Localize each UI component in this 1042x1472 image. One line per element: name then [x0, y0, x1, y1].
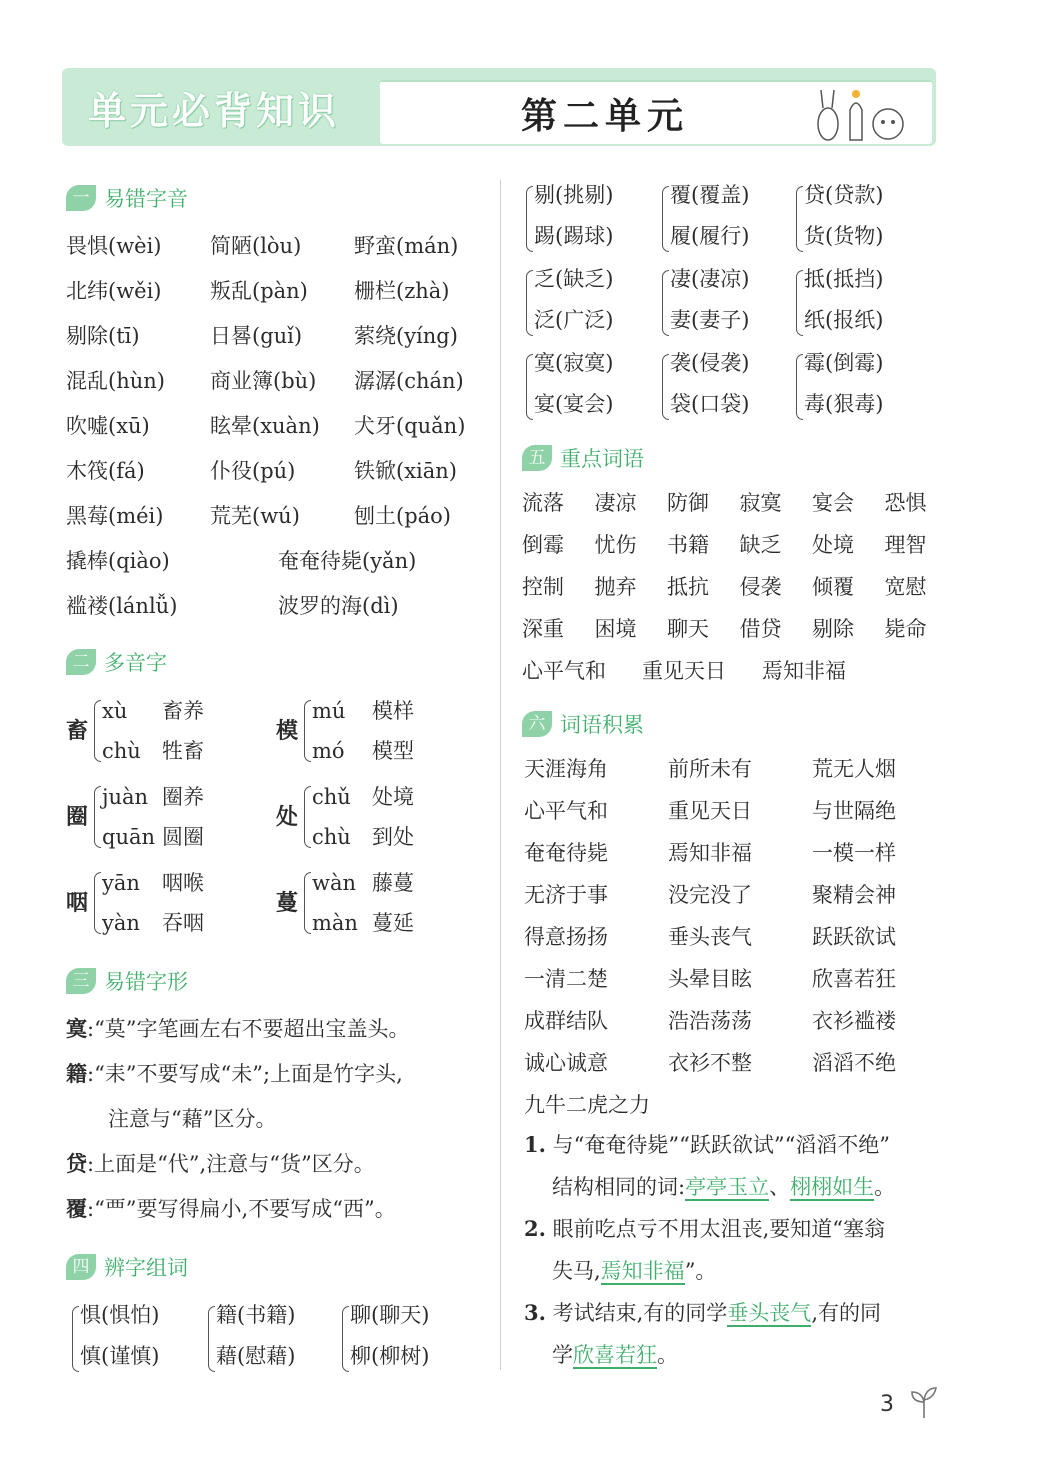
- polyphone-char: 咽: [66, 890, 89, 916]
- idiom: 重见天日: [668, 799, 752, 823]
- reading: yān: [102, 871, 140, 895]
- distinguish-word: 贷(贷款): [804, 183, 884, 207]
- sprout-icon: [906, 1384, 942, 1420]
- example-word: 咽喉: [162, 871, 204, 895]
- polyphone-char: 畜: [66, 718, 89, 744]
- idiom: 聚精会神: [812, 883, 896, 907]
- distinguish-word: 袋(口袋): [670, 392, 750, 416]
- distinguish-word: 宴(宴会): [534, 392, 614, 416]
- key-word: 处境: [812, 533, 854, 557]
- idiom: 奄奄待毙: [524, 841, 608, 865]
- pronunciation-item: 奄奄待毙(yǎn): [278, 549, 417, 573]
- distinguish-word: 柳(柳树): [350, 1344, 430, 1368]
- exercise-2-answer-line: 失马,焉知非福”。: [552, 1259, 717, 1283]
- key-word: 聊天: [667, 617, 709, 641]
- note-char: 贷: [66, 1151, 87, 1176]
- key-word: 恐惧: [884, 491, 927, 515]
- brace-icon: [342, 1306, 349, 1372]
- idiom: 头晕目眩: [668, 967, 752, 991]
- key-word: 心平气和: [522, 659, 606, 683]
- section-number: 四: [66, 1254, 96, 1280]
- idiom: 无济于事: [524, 883, 608, 907]
- reading: mú: [312, 699, 346, 723]
- pronunciation-item: 野蛮(mán): [354, 234, 459, 258]
- answer-text: 欣喜若狂: [573, 1343, 657, 1367]
- key-word: 防御: [667, 491, 709, 515]
- shape-note: [66, 1059, 403, 1089]
- section-title: 词语积累: [560, 713, 644, 737]
- distinguish-word: 覆(覆盖): [670, 183, 750, 207]
- brace-icon: [662, 186, 669, 252]
- key-word: 侵袭: [739, 575, 782, 599]
- pronunciation-item: 吹嘘(xū): [66, 414, 150, 438]
- brace-icon: [208, 1306, 215, 1372]
- key-word: 控制: [522, 575, 564, 599]
- key-word: 宴会: [812, 491, 854, 515]
- polyphone-char: 蔓: [276, 890, 299, 916]
- reading: juàn: [102, 785, 149, 809]
- answer-text: 焉知非福: [600, 1259, 685, 1283]
- key-word: 深重: [522, 617, 564, 641]
- brace-icon: [304, 872, 311, 934]
- exercise-3-answer-line: 学欣喜若狂。: [552, 1343, 678, 1367]
- example-word: 蔓延: [372, 911, 414, 935]
- distinguish-word: 妻(妻子): [670, 308, 750, 332]
- exercise-1: 1. 与“奄奄待毙”“跃跃欲试”“滔滔不绝”: [524, 1132, 891, 1157]
- exercise-1-answer-line: 结构相同的词:亭亭玉立、栩栩如生。: [552, 1175, 896, 1199]
- pronunciation-item: 铁锨(xiān): [354, 459, 457, 483]
- key-word: 书籍: [667, 533, 709, 557]
- brace-icon: [94, 872, 101, 934]
- distinguish-word: 抵(抵挡): [804, 267, 884, 291]
- note-text: :“耒”不要写成“未”;上面是竹字头,: [87, 1062, 403, 1086]
- idiom: 没完没了: [668, 883, 752, 907]
- distinguish-word: 籍(书籍): [216, 1303, 296, 1327]
- pronunciation-item: 畏惧(wèi): [66, 234, 162, 258]
- idiom: 与世隔绝: [812, 799, 896, 823]
- pronunciation-item: 萦绕(yíng): [354, 324, 458, 348]
- pronunciation-item: 叛乱(pàn): [210, 279, 308, 303]
- shape-note: [66, 1149, 375, 1179]
- pronunciation-item: 栅栏(zhà): [354, 279, 450, 303]
- pronunciation-item: 眩晕(xuàn): [210, 414, 320, 438]
- section-heading-2: [66, 647, 167, 677]
- brace-icon: [796, 270, 803, 336]
- brace-icon: [796, 354, 803, 420]
- example-word: 藤蔓: [372, 871, 414, 895]
- section-heading-3: [66, 966, 188, 996]
- answer-text: 亭亭玉立: [685, 1175, 770, 1199]
- idiom: 一模一样: [812, 841, 896, 865]
- mascot-illustration: [812, 84, 922, 144]
- shape-note: [108, 1104, 276, 1134]
- distinguish-word: 踢(踢球): [534, 224, 614, 248]
- idiom: 荒无人烟: [812, 757, 896, 781]
- distinguish-word: 藉(慰藉): [216, 1344, 296, 1368]
- section-title: 易错字形: [104, 970, 188, 994]
- idiom: 得意扬扬: [524, 925, 608, 949]
- brace-icon: [304, 786, 311, 848]
- example-word: 模型: [372, 739, 414, 763]
- idiom: 天涯海角: [524, 757, 608, 781]
- idiom: 前所未有: [668, 757, 752, 781]
- answer-text: 垂头丧气: [727, 1301, 812, 1325]
- polyphone-char: 圈: [66, 804, 89, 830]
- distinguish-word: 惧(惧怕): [80, 1303, 160, 1327]
- idiom: 成群结队: [524, 1009, 608, 1033]
- key-word: 剔除: [812, 617, 854, 641]
- section-heading-4: [66, 1252, 188, 1282]
- brace-icon: [94, 700, 101, 762]
- column-divider: [500, 180, 501, 1370]
- distinguish-word: 剔(挑剔): [534, 183, 614, 207]
- brace-icon: [72, 1306, 79, 1372]
- idiom: 垂头丧气: [668, 925, 752, 949]
- example-word: 处境: [372, 785, 414, 809]
- key-word: 缺乏: [739, 533, 782, 557]
- pronunciation-item: 混乱(hùn): [66, 369, 165, 393]
- idiom: 九牛二虎之力: [524, 1093, 650, 1117]
- page-number: 3: [880, 1392, 894, 1417]
- key-word: 焉知非福: [762, 659, 846, 683]
- brace-icon: [662, 354, 669, 420]
- distinguish-word: 纸(报纸): [804, 308, 884, 332]
- section-number: 五: [522, 445, 552, 471]
- polyphone-char: 处: [276, 804, 299, 830]
- answer-text: 栩栩如生: [790, 1175, 875, 1199]
- pronunciation-item: 木筏(fá): [66, 459, 145, 483]
- reading: chù: [102, 739, 141, 763]
- reading: xù: [102, 699, 128, 723]
- idiom: 滔滔不绝: [812, 1051, 896, 1075]
- example-word: 圈养: [162, 785, 204, 809]
- reading: wàn: [312, 871, 357, 895]
- idiom: 一清二楚: [524, 967, 608, 991]
- shape-note: [66, 1194, 396, 1224]
- idiom: 跃跃欲试: [812, 925, 896, 949]
- note-char: 寞: [66, 1016, 87, 1041]
- key-word: 倾覆: [812, 575, 854, 599]
- distinguish-word: 寞(寂寞): [534, 351, 614, 375]
- key-word: 倒霉: [522, 533, 564, 557]
- example-word: 吞咽: [162, 911, 204, 935]
- pronunciation-item: 北纬(wěi): [66, 279, 162, 303]
- distinguish-word: 货(货物): [804, 224, 884, 248]
- idiom: 衣衫褴褛: [812, 1009, 896, 1033]
- pronunciation-item: 剔除(tī): [66, 324, 140, 348]
- example-word: 模样: [372, 699, 414, 723]
- pronunciation-item: 潺潺(chán): [354, 369, 464, 393]
- distinguish-word: 泛(广泛): [534, 308, 614, 332]
- distinguish-word: 霉(倒霉): [804, 351, 884, 375]
- key-word: 毙命: [884, 617, 927, 641]
- pronunciation-item: 日晷(guǐ): [210, 324, 303, 348]
- banner-title: 单元必背知识: [88, 89, 341, 133]
- section-heading-1: [66, 183, 188, 213]
- section-title: 辨字组词: [104, 1256, 188, 1280]
- shape-note: [66, 1014, 410, 1044]
- distinguish-word: 毒(狠毒): [804, 392, 884, 416]
- unit-title: 第二单元: [520, 96, 689, 137]
- brace-icon: [526, 186, 533, 252]
- idiom: 浩浩荡荡: [668, 1009, 752, 1033]
- brace-icon: [304, 700, 311, 762]
- brace-icon: [662, 270, 669, 336]
- key-word: 凄凉: [594, 491, 637, 515]
- section-heading-6: [522, 709, 644, 739]
- pronunciation-item: 褴褛(lánlǚ): [66, 594, 178, 618]
- brace-icon: [796, 186, 803, 252]
- pronunciation-item: 刨土(páo): [354, 504, 451, 528]
- pronunciation-item: 撬棒(qiào): [66, 549, 170, 573]
- section-title: 多音字: [104, 651, 167, 675]
- pronunciation-item: 仆役(pú): [210, 459, 296, 483]
- idiom: 衣衫不整: [668, 1051, 752, 1075]
- note-text: :“覀”要写得扁小,不要写成“西”。: [87, 1197, 396, 1221]
- pronunciation-item: 简陋(lòu): [210, 234, 302, 258]
- distinguish-word: 乏(缺乏): [534, 267, 614, 291]
- note-char: 覆: [66, 1196, 87, 1221]
- section-title: 易错字音: [104, 187, 188, 211]
- reading: chù: [312, 825, 351, 849]
- pronunciation-item: 黑莓(méi): [66, 504, 164, 528]
- distinguish-word: 履(履行): [670, 224, 750, 248]
- idiom: 诚心诚意: [524, 1051, 608, 1075]
- key-word: 重见天日: [642, 659, 726, 683]
- distinguish-word: 凄(凄凉): [670, 267, 750, 291]
- section-title: 重点词语: [560, 447, 644, 471]
- key-word: 宽慰: [884, 575, 927, 599]
- key-word: 流落: [522, 491, 564, 515]
- note-text: :上面是“代”,注意与“货”区分。: [87, 1152, 375, 1176]
- distinguish-word: 慎(谨慎): [80, 1344, 160, 1368]
- reading: yàn: [102, 911, 140, 935]
- reading: mó: [312, 739, 345, 763]
- key-word: 借贷: [739, 617, 782, 641]
- distinguish-word: 聊(聊天): [350, 1303, 430, 1327]
- pronunciation-item: 波罗的海(dì): [278, 594, 399, 618]
- note-text: 注意与“藉”区分。: [108, 1107, 277, 1131]
- key-word: 困境: [594, 617, 637, 641]
- section-number: 二: [66, 649, 96, 675]
- section-number: 三: [66, 968, 96, 994]
- key-word: 抛弃: [594, 575, 637, 599]
- idiom: 心平气和: [524, 799, 608, 823]
- key-word: 寂寞: [739, 491, 782, 515]
- reading: chǔ: [312, 785, 351, 809]
- idiom: 欣喜若狂: [812, 967, 896, 991]
- brace-icon: [94, 786, 101, 848]
- note-text: :“莫”字笔画左右不要超出宝盖头。: [87, 1017, 410, 1041]
- polyphone-char: 模: [276, 718, 299, 744]
- exercise-2: 2. 眼前吃点亏不用太沮丧,要知道“塞翁: [524, 1216, 886, 1241]
- pronunciation-item: 荒芜(wú): [210, 504, 300, 528]
- distinguish-word: 袭(侵袭): [670, 351, 750, 375]
- key-word: 抵抗: [667, 575, 709, 599]
- idiom: 焉知非福: [668, 841, 752, 865]
- example-word: 到处: [372, 825, 414, 849]
- reading: quān: [102, 825, 156, 849]
- section-number: 一: [66, 185, 96, 211]
- reading: màn: [312, 911, 358, 935]
- key-word: 忧伤: [594, 533, 637, 557]
- brace-icon: [526, 354, 533, 420]
- example-word: 畜养: [162, 699, 204, 723]
- section-number: 六: [522, 711, 552, 737]
- key-word: 理智: [884, 533, 927, 557]
- exercise-3: 3. 考试结束,有的同学垂头丧气,有的同: [524, 1300, 881, 1325]
- section-heading-5: [522, 443, 644, 473]
- example-word: 圆圈: [162, 825, 204, 849]
- pronunciation-item: 犬牙(quǎn): [354, 414, 466, 438]
- example-word: 牲畜: [162, 739, 204, 763]
- pronunciation-item: 商业簿(bù): [210, 369, 317, 393]
- brace-icon: [526, 270, 533, 336]
- note-char: 籍: [66, 1061, 87, 1086]
